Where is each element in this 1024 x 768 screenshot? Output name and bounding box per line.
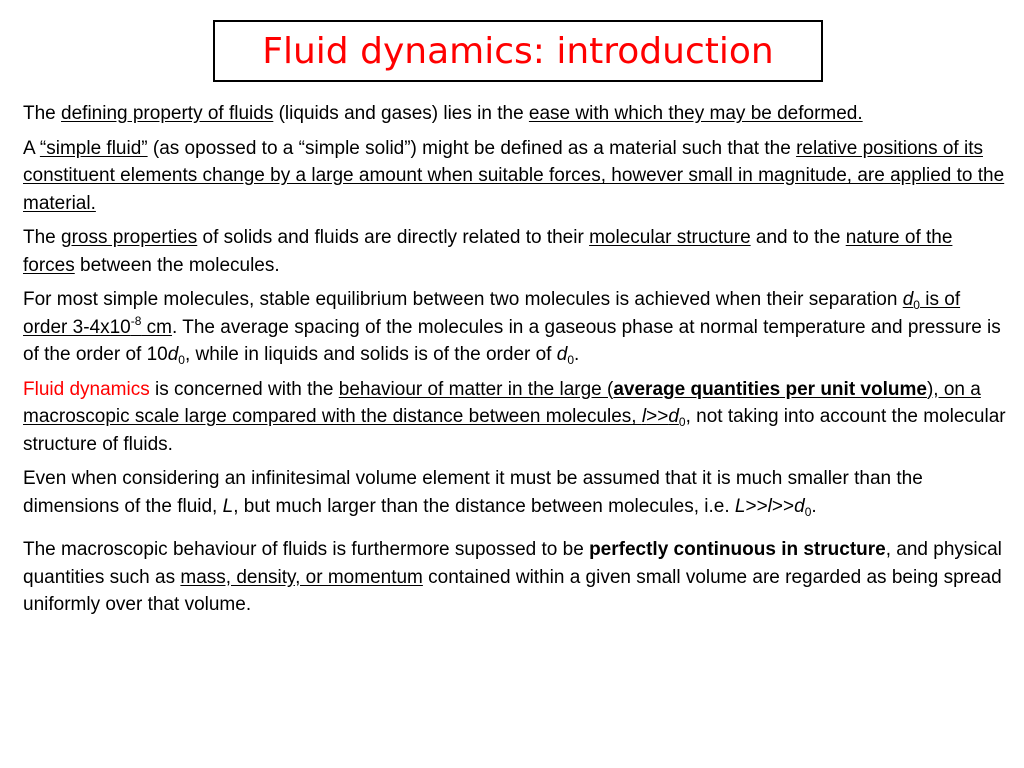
symbol-d: d [794,495,805,517]
text: A [23,137,40,159]
text: Even when considering an infinitesimal volume element it must be assumed that it is much smaller than the dimensions of the fluid, [23,468,923,517]
symbol-l: l [641,406,647,427]
text: For most simple molecules, stable equilibrium between two molecules is achieved when their separation [23,289,903,310]
text: The [23,103,62,124]
symbol-l: l [767,495,772,517]
text: (liquids and gases) lies in the [273,103,529,124]
text: ), on a macroscopic scale large compared with the distance between molecules, [23,378,981,427]
text: The [23,227,62,248]
text: >> [646,406,669,427]
text: >> [771,495,795,517]
subscript: 0 [178,353,185,367]
text: is concerned with the [149,378,339,400]
underlined-text: gross properties [61,227,198,248]
paragraph-gross-properties [23,224,1008,279]
underlined-text: relative positions of its constituent elements change by a large amount when suitable forces, however small in magnitude, are applied to the material. [23,137,1005,214]
text: The macroscopic behaviour of fluids is furthermore supossed to be [23,539,590,560]
slide-body [23,100,1008,626]
subscript: 0 [567,353,575,367]
highlight-fluid-dynamics: Fluid dynamics [23,378,150,400]
text: of solids and fluids are directly related to their [197,227,590,248]
text: . [574,344,580,365]
paragraph-fluid-definition [23,100,1008,128]
text: . [811,495,817,517]
superscript: -8 [130,313,142,328]
underlined-text: ease with which they may be deformed. [528,103,863,124]
symbol-d: d [668,406,679,427]
text: is of order 3-4x10 [23,289,961,338]
subscript: 0 [804,504,812,519]
text: , but much larger than the distance between molecules, i.e. [233,495,735,517]
subscript: 0 [913,298,920,312]
paragraph-volume-element [23,465,1008,520]
paragraph-molecular-spacing [23,286,1008,369]
title-box [213,20,823,82]
text: contained within a given small volume are regarded as being spread uniformly over that volume. [23,566,1002,615]
underlined-text: defining property of fluids [61,103,274,124]
text: and to the [750,227,846,248]
symbol-d: d [556,344,568,365]
bold-text: average quantities per unit volume [613,378,927,400]
paragraph-simple-fluid [23,135,1008,218]
text: , not taking into account the molecular structure of fluids. [23,406,1006,455]
underlined-text: nature of the forces [23,227,953,276]
paragraph-continuum [23,536,1008,619]
text: (as opossed to a “simple solid”) might be defined as a material such that the [147,137,797,159]
paragraph-fluid-dynamics [23,376,1008,459]
text: , while in liquids and solids is of the order of [184,344,557,365]
underlined-text: mass, density, or momentum [180,566,423,588]
symbol-d: d [902,289,914,310]
text: behaviour of matter in the large ( [338,378,614,400]
text: >> [745,495,768,517]
text: cm [141,316,173,338]
symbol-L: L [734,495,746,517]
underlined-text: molecular structure [589,227,751,248]
slide-title: Fluid dynamics: introduction [262,30,774,72]
underlined-text: “simple fluid” [39,137,148,159]
bold-text: perfectly continuous in structure [589,539,886,560]
symbol-L: L [222,495,234,517]
subscript: 0 [678,415,686,429]
text: , and physical quantities such as [23,539,1002,588]
symbol-d: d [167,344,179,365]
text: . The average spacing of the molecules in a gaseous phase at normal temperature and pressure is of the order of 10 [23,316,1001,365]
text: between the molecules. [74,254,280,276]
